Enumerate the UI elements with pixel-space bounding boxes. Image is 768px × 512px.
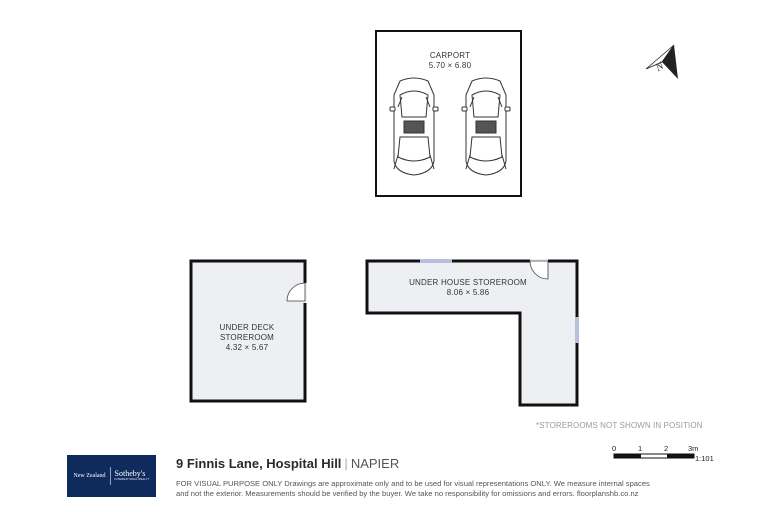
logo-sothebys-name: Sotheby's (114, 469, 146, 478)
carport-label (400, 51, 500, 71)
under-deck-dims: 4.32 × 5.67 (225, 343, 269, 352)
logo-new-zealand: New Zealand (73, 473, 106, 479)
under-house-label (398, 278, 538, 298)
logo-sothebys-sub: INTERNATIONAL REALTY (114, 478, 150, 481)
scale-bar (614, 454, 694, 458)
carport-name: CARPORT (429, 51, 471, 60)
window-top (420, 259, 452, 263)
logo-sothebys (115, 470, 150, 482)
disclaimer (176, 479, 716, 499)
scale-tick-2: 2 (664, 444, 669, 453)
carport-dims: 5.70 × 6.80 (428, 61, 472, 70)
disclaimer-line-2: and not the exterior. Measurements should be verified by the buyer. We take no responsibility for omissions and errors. floorplanshb.co.nz (176, 489, 639, 498)
under-deck-label (197, 323, 297, 353)
compass-icon (646, 45, 678, 79)
car-right-icon (462, 78, 510, 175)
address-street: 9 Finnis Lane, Hospital Hill (176, 456, 342, 471)
scale-ratio: 1:101 (695, 454, 714, 463)
scale-tick-3m: 3m (688, 444, 699, 453)
logo-divider (110, 467, 111, 485)
storerooms-note: *STOREROOMS NOT SHOWN IN POSITION (536, 421, 703, 430)
scale-tick-1: 1 (638, 444, 643, 453)
disclaimer-line-1: FOR VISUAL PURPOSE ONLY Drawings are approximate only and to be used for visual representations ONLY. We measure internal spaces (176, 479, 650, 488)
property-address (176, 456, 399, 471)
under-house-name: UNDER HOUSE STOREROOM (409, 278, 527, 287)
agency-logo (67, 455, 156, 497)
scale-tick-0: 0 (612, 444, 617, 453)
car-left-icon (390, 78, 438, 175)
compass-north-label: N (653, 59, 666, 75)
address-divider: | (344, 456, 348, 471)
under-deck-name-1: UNDER DECK (219, 323, 275, 332)
under-house-dims: 8.06 × 5.86 (446, 288, 490, 297)
window-right (575, 317, 579, 343)
under-deck-name-2: STOREROOM (219, 333, 275, 342)
address-city: NAPIER (350, 456, 400, 471)
